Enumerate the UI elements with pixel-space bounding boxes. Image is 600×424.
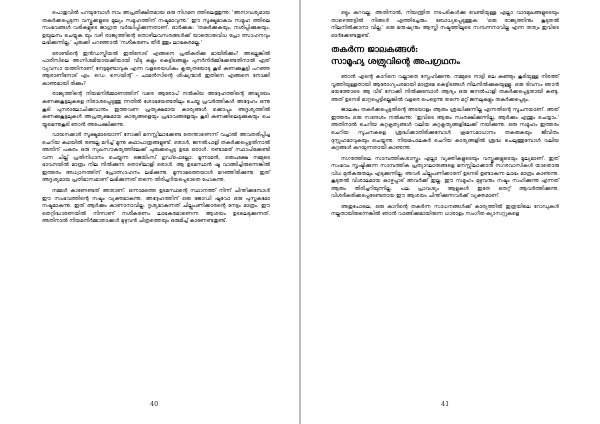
- paragraph: നഗരത്തിലെ സാമ്പത്തികശാസ്ത്രം എല്ലാ വ്യക്തികളുടെയും വസ്തുക്കളുടെയും മൂല്യമാണ്. ഇത് സംഭവം സൃഷ്ടിക്കുന്ന സാമ്പത്തിക പ്രത്യാഘാതങ്ങളെ മനസ്സിലാക്കാൻ നഗരവാസികൾ യാതൊരു വിധ മുൻകരുതലും എടുക്കുന്നില്ല. അവർ ചില്ലുപണിക്കാരന് ഉടനടി ഉണ്ടാകുന്ന ലാഭം മാത്രം കാണുന്നു. കൂടുതൽ വിശാലമായ കാഴ്ചപ്പാട് അവർക്ക് ഇല്ല. ഈ സമൂഹം മുഴുവനും നഷ്ടം സഹിക്കുന്നു എന്നത് ആരും തിരിച്ചറിയുന്നില്ല. പല പ്രാവശ്യം ആളുകൾ ഇതേ തെറ്റ് ആവർത്തിക്കുന്നു. വിശദീകരിക്കപ്പെടേണ്ടതായ ഈ ആശയം ചിന്തിക്കുന്നവർക്ക് വ്യക്തമാണ്.: [331, 155, 559, 200]
- left-page-body: [42, 10, 270, 229]
- paragraph: നമ്മൾ കാണേണ്ടത് അതാണ്. ഒന്നാമത്തെ ഉടമസ്ഥന്റെ സ്ഥാനത്ത് നിന്ന് ചിന്തിക്കുമ്പോൾ ഈ സംഭവത്തിന്റെ നഷ്ടം വ്യക്തമാകുന്നു. അദ്ദേഹത്തിന് ഒരു ജോഡി ഷൂവോ ഒരു പുസ്തകമോ നഷ്ടമാകുന്നു. ഇത് ആർക്കും കാണാനാവില്ല. ദൃശ്യമാകുന്നത് ചില്ലുപണിക്കാരന്റെ നേട്ടം മാത്രം. ഈ തെറ്റിദ്ധാരണയിൽ നിന്നാണ് നശീകരണം ലാഭകരമാണെന്ന ആശയം ഉടലെടുക്കുന്നത്. അതിനാൽ നിയമനിർമ്മാതാക്കൾ മുഴുവൻ ചിത്രത്തെയും ഒരുമിച്ച് കാണേണ്ടതുണ്ട്.: [42, 188, 270, 225]
- right-page-body: [331, 10, 559, 222]
- section-heading: [331, 44, 559, 68]
- paragraph: ഒട്ടും കുറവല്ല. അതിനാൽ, നിയന്ത്രിത നടപടികൾക്കു വേണ്ടിയുള്ള എല്ലാ വാദമുഖങ്ങളുടെയും താഴെത്തട്ടിൽ നിങ്ങൾ എത്തിച്ചേരും. ബോധ്യപ്പെടുത്തുക: 'ഒരു രാജ്യത്തിനും കൂടുതൽ നിലനിൽക്കാനാ വില്ല.' ഒരു മനുഷ്യനും ആസ്തി നഷ്ടത്തിലൂടെ സമ്പന്നനാവില്ല എന്ന തത്വം ഇവിടെ ഓർക്കേണ്ടതുണ്ട്.: [331, 10, 559, 39]
- right-page: [301, 0, 600, 424]
- paragraph: പൊതുവിൽ പറയുമ്പോൾ നാം അപ്രതീക്ഷിതമായ ഒരു നിഗമന ത്തിലെത്തുന്നു: 'അനാവശ്യമായ തകർക്കപ്പെടുന്ന വസ്തുക്കളുടെ മൂല്യം സമൂഹത്തിന് നഷ്ടമാവുന്നു.' ഈ സൂക്ഷ്മമാകാം സമൂഹ ത്തിലെ സംഭവങ്ങൾ വരികളുടെ ജാഗ്രത വർദ്ധിപ്പിക്കുന്നതാണ്. ഓർക്കുക: 'തകർക്കുകയും, നശിപ്പിക്കുകയും, ഉയുലനം ചെയ്യുക യും വഴി രാജ്യത്തിന്റെ തൊഴിലവസരങ്ങൾക്ക് യാതൊരുവിധ പ്രോ ത്സാഹനവും ലഭിക്കുന്നില്ല.' ചുരുക്കി പറഞ്ഞാൽ 'നശീകരണം തീർ ത്തും ലാഭകരമല്ല.': [42, 10, 270, 47]
- paragraph: ജാലകം തകർക്കപ്പെട്ടതിന്റെ അടയാളം ആരും ശ്രദ്ധിക്കുന്നില്ല എന്നതിന്റെ സൂചനയാണ്. അത് ഇത്തരം ഒരു സന്ദേശം നൽകുന്നു: 'ഇവിടെ ആരും സംരക്ഷിക്കുന്നില്ല, ആർക്കും എന്തും ചെയ്യാം.' അതിനാൽ ചെറിയ കുറ്റകൃത്യങ്ങൾ വലിയ കുറ്റകൃത്യങ്ങളിലേക്ക് നയിക്കുന്നു. ഒരു സമൂഹം ഇത്തരം ചെറിയ സൂചനകളെ ശ്രദ്ധിക്കാതിരിക്കുമ്പോൾ ക്രമസമാധാനം തകരുകയും ജീവിതം ദുസ്സഹമാവുകയും ചെയ്യുന്നു. നിയമപാലകർ ചെറിയ കാര്യങ്ങളിൽ ശ്രദ്ധ ചെലുത്തുമ്പോൾ വലിയ കുറ്റങ്ങൾ കുറയുന്നതായി കാണുന്നു.: [331, 107, 559, 152]
- paragraph: ഞാൻ എന്റെ കാറിനെ വല്ലാതെ സ്നേഹിക്കുന്നു. നമ്മുടെ നാട്ടി ലെ കുഞ്ഞും കൂടിയുള്ള നിരത്ത് വൃത്തിയുള്ളതായി ആരോഗ്യപരമായി മാത്രമേ കെട്ടിടങ്ങൾ നിലനിൽക്കുകയുള്ളൂ. ഒരു ദിവസം ഞാൻ ഭയത്തോടെ ആ വീട് നോക്കി നിൽക്കുമ്പോൾ ആദ്യം ഒരു ജനൽപാളി തകർക്കപ്പെട്ടതായി കണ്ടു. അത് ഉടനടി മാറ്റപ്പെട്ടില്ലെങ്കിൽ വളരെ പെട്ടെന്നു തന്നെ മറ്റ് ജനലുകളും തകർക്കപ്പെടും.: [331, 74, 559, 103]
- section-heading-line-1: തകർന്ന ജാലകങ്ങൾ:: [331, 45, 419, 56]
- paragraph: രാജ്യത്തിന്റെ നിയമനിർമ്മാണത്തിന് വരെ ആരോപ് നൽകിയ അദ്ദേഹത്തിന്റെ അഭ്യുദയം കണക്കുകൂട്ടലുകളെ നിരാശപ്പെടുത്തു ന്നതിൽ ശോഭയേണ്ടതിലും ചെയ്ത പ്രവർത്തികൾ അദ്ദേഹം ഒന്നു കൂടി പുനരാലോചിക്കുവാനും ഇത്തവണ പ്രത്യക്ഷമായ കാര്യങ്ങൾ ക്കൊപ്പം അദൃശ്യത്തിൽ കണക്കുകൂട്ടലുകൾ അപ്രത്യക്ഷമായ കാര്യങ്ങളെയും പ്രഭാവങ്ങളേയും കൂടി കണക്കിലെടുക്കുകയും ചെ യ്യുമെന്നുകൂടി ഞാൻ അപേക്ഷിക്കുന്നു.: [42, 91, 270, 128]
- page-number-right: 41: [441, 400, 450, 408]
- section-heading-line-2: സാമൂഹ്യ ശത്രുവിന്റെ അപഗ്രഥനം: [331, 57, 460, 68]
- page-number-left: 40: [150, 400, 159, 408]
- paragraph: രോണ്ടിന്റെ ഇൻഡസ്ട്രിയൽ ഇതിനോട് എങ്ങനെ പ്രതികരിക്കു മായിരിക്കും? അല്ലെങ്കിൽ പാരീസിലെ അഗ്നിശമിയായക്കിയായി വീടു കളും കെട്ടിടങ്ങളും പുനർനിർമ്മിക്കേണ്ടതിനാൽ ഏത് വ്യവസാ യത്തിനാണ് നേട്ടമുണ്ടാവുക എന്ന വളരെയധികം കൃത്യതയോടു കൂടി കണക്കുകൂട്ടി പറഞ്ഞ ആരാണീനോട് എം. ഡെ. സെയിന്റ് - ചാമൻസിന്റെ ശിഷ്യന്മാർ ഇതിനെ എങ്ങനെ നോക്കി കാണുമായി രിക്കും?: [42, 50, 270, 87]
- paragraph: വായനക്കാർ സൂക്ഷ്മമായൊന്ന് നോക്കി മനസ്സിലാക്കേണ്ട തെന്താണെന്ന് വച്ചാൽ അവതരിപ്പിച്ച ചെറിയ കഥയിൽ രണ്ടല്ല മറിച്ച് മൂന്നു കഥാപാത്രങ്ങളുണ്ട്. ഒരാൾ, ജനൽപാളി തകർക്കപ്പെട്ടതിനാൽ അതിന് പകരം ഒരു സുഖസൗകര്യത്തിലേക്ക് ചുരുക്കപ്പെട്ട ഉടമ ഒരാൾ. രണ്ടാമത് സ്ഥാപിക്കേണ്ടി വന്ന ചില്ല് പ്രതിനിധാനം ചെയ്യുന്ന ജെയിംസ് ഗുഡ്ഫെല്ലോ. മൂന്നാമൻ, ഒരുപക്ഷേ നമ്മുടെ ഭാവനയിൽ മാത്രം നില നിൽക്കുന്ന തൊഴിലാളി ഒരാൾ. ആ ഉടമസ്ഥൻ ഷൂ വാങ്ങിച്ചിരുന്നെങ്കിൽ ഇത്തരം അധ്വാനത്തിന് പ്രോത്സാഹനം ലഭിക്കുന്നു. മൂന്നാമത്തെയാൾ മറഞ്ഞിരിക്കുന്നു. ഇത് അദൃശ്യമായ പ്രതിഭാസമാണ് ലഭിക്കുന്നത് തന്നെ തിരിച്ചറിയപ്പെടാതെ പോകുന്നു.: [42, 132, 270, 184]
- paragraph: അതുപോലെ, ഒരു കാറിന്റെ തകർന്ന സാധനങ്ങൾക്ക് കാര്യത്തിൽ ഇത്രയിലെ റോഡുകൾ നല്ലതായിരുന്നെങ്കിൽ ഞാൻ വാങ്ങിക്കുമായിരുന്ന ധാരാളം സംഗീത ക്യാസറ്റുകളെ: [331, 203, 559, 218]
- left-page: [0, 0, 299, 424]
